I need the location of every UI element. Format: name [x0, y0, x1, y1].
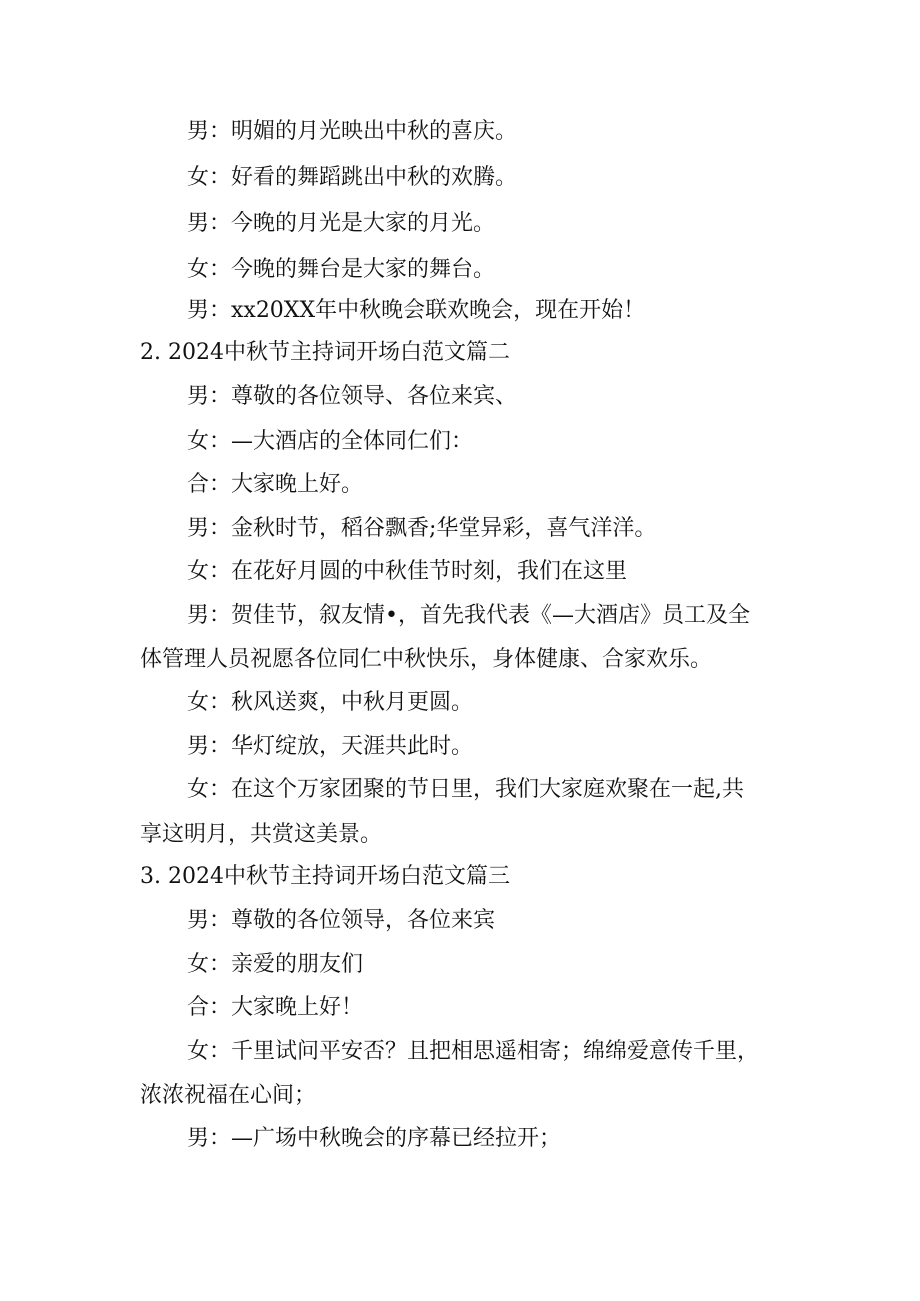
dialogue-line: 男：今晚的月光是大家的月光。 [187, 211, 496, 236]
dialogue-line: 合：大家晚上好。 [187, 472, 364, 497]
section-heading: 2. 2024中秋节主持词开场白范文篇二 [140, 340, 510, 365]
dialogue-line: 男：明媚的月光映出中秋的喜庆。 [187, 119, 518, 144]
continuation-line: 浓浓祝福在心间； [140, 1083, 317, 1108]
dialogue-line: 男：—广场中秋晚会的序幕已经拉开； [187, 1126, 562, 1151]
dialogue-line: 女：好看的舞蹈跳出中秋的欢腾。 [187, 165, 518, 190]
dialogue-line: 男：贺佳节，叙友情•，首先我代表《—大酒店》员工及全 [187, 603, 750, 628]
dialogue-line: 女：在这个万家团聚的节日里，我们大家庭欢聚在一起,共 [187, 777, 744, 802]
continuation-line: 享这明月，共赏这美景。 [140, 822, 383, 847]
dialogue-line: 女：在花好月圆的中秋佳节时刻，我们在这里 [187, 559, 628, 584]
dialogue-line: 男：xx20XX年中秋晚会联欢晚会，现在开始！ [187, 298, 646, 323]
dialogue-line: 男：尊敬的各位领导、各位来宾、 [187, 384, 518, 409]
dialogue-line: 女：亲爱的朋友们 [187, 952, 364, 977]
dialogue-line: 男：尊敬的各位领导，各位来宾 [187, 908, 496, 933]
dialogue-line: 合：大家晚上好！ [187, 995, 364, 1020]
dialogue-line: 女：今晚的舞台是大家的舞台。 [187, 257, 496, 282]
section-heading: 3. 2024中秋节主持词开场白范文篇三 [140, 864, 510, 889]
dialogue-line: 女：千里试问平安否？且把相思遥相寄；绵绵爱意传千里， [187, 1039, 760, 1064]
dialogue-line: 女：秋风送爽，中秋月更圆。 [187, 690, 474, 715]
continuation-line: 体管理人员祝愿各位同仁中秋快乐，身体健康、合家欢乐。 [140, 647, 713, 672]
dialogue-line: 男：金秋时节，稻谷飘香;华堂异彩，喜气洋洋。 [187, 516, 657, 541]
dialogue-line: 女：—大酒店的全体同仁们： [187, 429, 474, 454]
dialogue-line: 男：华灯绽放，天涯共此时。 [187, 734, 474, 759]
